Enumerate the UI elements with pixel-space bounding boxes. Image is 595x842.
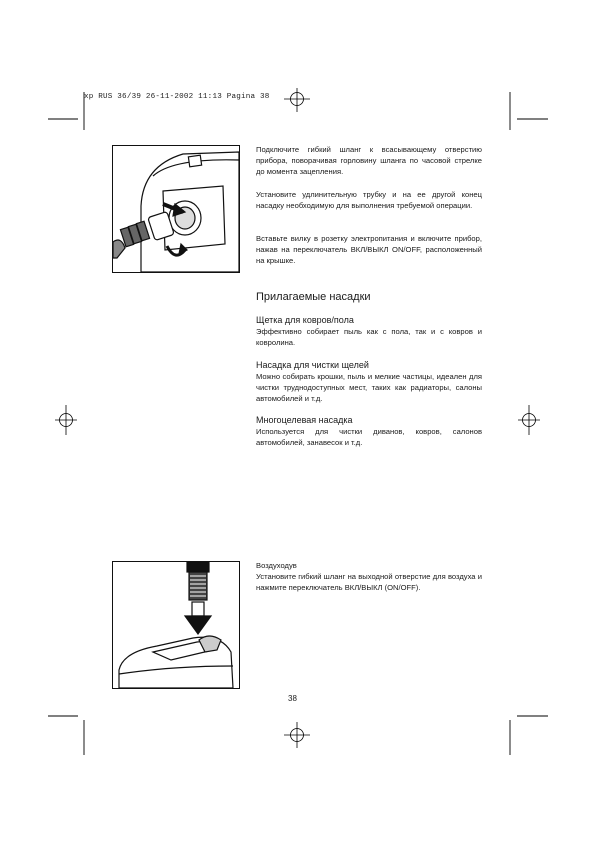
print-slug: xp RUS 36/39 26-11-2002 11:13 Pagina 38 [84, 93, 270, 101]
accessory-multipurpose-description: Используется для чистки диванов, ковров, салонов автомобилей, занавесок и т.д. [256, 427, 482, 447]
instruction-attach-tube: Установите удлинительную трубку и на ее другой конец насадку необходимую для выполнения требуемой операции. [256, 190, 482, 210]
hose-connection-drawing [113, 146, 239, 272]
accessory-crevice-tool-title: Насадка для чистки щелей [256, 360, 369, 370]
instruction-power-on: Вставьте вилку в розетку электропитания и включите прибор, нажав на переключатель ВКЛ/ВЫКЛ ON/OFF, расположенный на крышке. [256, 234, 482, 265]
blower-title: Воздуходув [256, 561, 297, 570]
blower-instruction: Установите гибкий шланг на выходной отверстие для воздуха и нажмите переключатель ВКЛ/ВЫКЛ (ON/OFF). [256, 572, 482, 592]
accessories-title: Прилагаемые насадки [256, 291, 371, 303]
blower-illustration [112, 561, 240, 689]
accessory-multipurpose-title: Многоцелевая насадка [256, 415, 353, 425]
blower-drawing [113, 562, 239, 688]
page-number: 38 [288, 694, 297, 703]
accessory-floor-brush-description: Эффективно собирает пыль как с пола, так и с ковров и ковролина. [256, 327, 482, 347]
hose-connection-illustration [112, 145, 240, 273]
instruction-connect-hose: Подключите гибкий шланг к всасывающему отверстию прибора, поворачивая горловину шланга по часовой стрелке до момента зацепления. [256, 145, 482, 176]
accessory-floor-brush-title: Щетка для ковров/пола [256, 315, 354, 325]
accessory-crevice-tool-description: Можно собирать крошки, пыль и мелкие частицы, идеален для чистки труднодоступных мест, таких как радиаторы, салоны автомобилей и т.д. [256, 372, 482, 403]
